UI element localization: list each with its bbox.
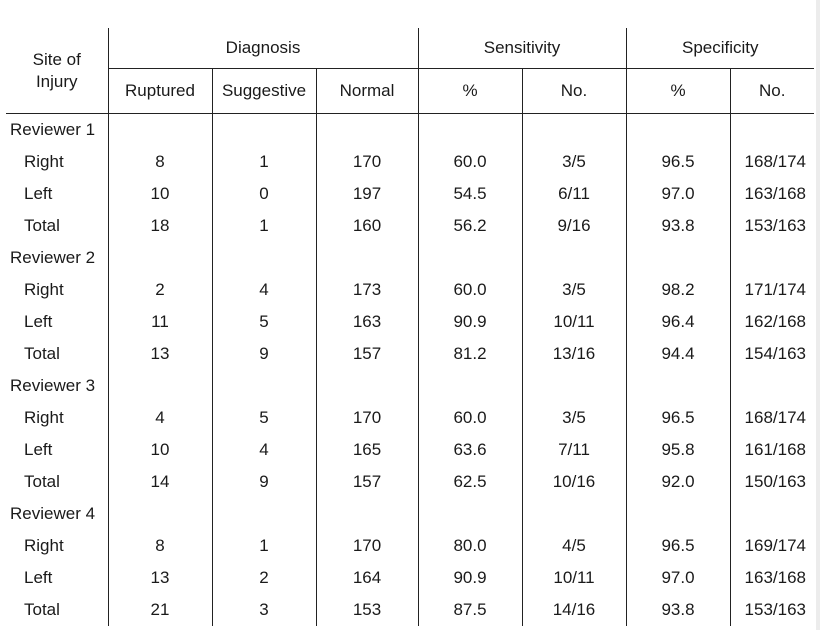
sensitivity-percent-cell: 60.0 [418, 402, 522, 434]
table-row [6, 562, 814, 594]
ruptured-cell: 8 [108, 530, 212, 562]
normal-cell: 165 [316, 434, 418, 466]
site-cell: Left [24, 312, 53, 331]
site-cell: Left [24, 184, 53, 203]
table-row [6, 146, 814, 178]
sensitivity-number-cell: 7/11 [522, 434, 626, 466]
sensitivity-number-cell: 3/5 [522, 274, 626, 306]
sensitivity-percent-cell: 87.5 [418, 594, 522, 626]
ruptured-cell: 10 [108, 434, 212, 466]
empty-cell [108, 370, 212, 402]
site-cell: Left [24, 440, 53, 459]
sensitivity-percent-cell: 60.0 [418, 274, 522, 306]
empty-cell [522, 114, 626, 147]
sensitivity-number-cell: 4/5 [522, 530, 626, 562]
table-row [6, 338, 814, 370]
empty-cell [626, 114, 730, 147]
normal-header: Normal [316, 69, 418, 114]
ruptured-cell: 21 [108, 594, 212, 626]
ruptured-cell: 8 [108, 146, 212, 178]
normal-cell: 170 [316, 530, 418, 562]
normal-cell: 153 [316, 594, 418, 626]
empty-cell [730, 114, 814, 147]
specificity-number-cell: 163/168 [730, 562, 814, 594]
table-row [6, 274, 814, 306]
site-cell: Right [24, 152, 64, 171]
sensitivity-percent-cell: 81.2 [418, 338, 522, 370]
reviewer-group-row [6, 114, 814, 147]
empty-cell [212, 242, 316, 274]
ruptured-cell: 11 [108, 306, 212, 338]
suggestive-cell: 9 [212, 466, 316, 498]
sensitivity-percent-cell: 80.0 [418, 530, 522, 562]
reviewer-label: Reviewer 2 [10, 248, 96, 267]
specificity-number-header: No. [730, 69, 814, 114]
specificity-percent-cell: 96.5 [626, 402, 730, 434]
sensitivity-percent-cell: 90.9 [418, 306, 522, 338]
specificity-number-cell: 150/163 [730, 466, 814, 498]
site-cell: Total [24, 344, 60, 363]
empty-cell [522, 370, 626, 402]
specificity-percent-cell: 96.5 [626, 530, 730, 562]
empty-cell [730, 242, 814, 274]
ruptured-cell: 10 [108, 178, 212, 210]
normal-cell: 157 [316, 338, 418, 370]
sensitivity-percent-header: % [418, 69, 522, 114]
sensitivity-number-cell: 10/16 [522, 466, 626, 498]
normal-cell: 173 [316, 274, 418, 306]
suggestive-cell: 1 [212, 146, 316, 178]
empty-cell [316, 498, 418, 530]
sensitivity-number-cell: 3/5 [522, 402, 626, 434]
specificity-number-cell: 168/174 [730, 146, 814, 178]
sensitivity-number-cell: 9/16 [522, 210, 626, 242]
ruptured-cell: 13 [108, 562, 212, 594]
table-header [6, 28, 814, 114]
empty-cell [418, 498, 522, 530]
results-table [6, 28, 814, 626]
reviewer-group-row [6, 498, 814, 530]
specificity-percent-cell: 93.8 [626, 594, 730, 626]
empty-cell [730, 370, 814, 402]
site-header-line-2: Injury [35, 71, 78, 91]
sensitivity-percent-cell: 63.6 [418, 434, 522, 466]
specificity-number-cell: 163/168 [730, 178, 814, 210]
normal-cell: 197 [316, 178, 418, 210]
site-cell: Right [24, 536, 64, 555]
specificity-number-cell: 161/168 [730, 434, 814, 466]
site-cell: Total [24, 216, 60, 235]
sensitivity-number-cell: 3/5 [522, 146, 626, 178]
site-cell: Right [24, 280, 64, 299]
suggestive-cell: 9 [212, 338, 316, 370]
specificity-number-cell: 169/174 [730, 530, 814, 562]
specificity-percent-cell: 92.0 [626, 466, 730, 498]
table-row [6, 530, 814, 562]
sensitivity-number-cell: 6/11 [522, 178, 626, 210]
specificity-percent-cell: 97.0 [626, 178, 730, 210]
suggestive-cell: 4 [212, 434, 316, 466]
specificity-number-cell: 168/174 [730, 402, 814, 434]
reviewer-group-row [6, 370, 814, 402]
table-row [6, 434, 814, 466]
suggestive-cell: 1 [212, 210, 316, 242]
site-cell: Total [24, 472, 60, 491]
suggestive-cell: 5 [212, 306, 316, 338]
empty-cell [522, 242, 626, 274]
suggestive-cell: 1 [212, 530, 316, 562]
empty-cell [108, 114, 212, 147]
empty-cell [418, 370, 522, 402]
ruptured-cell: 13 [108, 338, 212, 370]
sensitivity-number-cell: 14/16 [522, 594, 626, 626]
normal-cell: 157 [316, 466, 418, 498]
empty-cell [626, 370, 730, 402]
ruptured-cell: 18 [108, 210, 212, 242]
empty-cell [626, 498, 730, 530]
empty-cell [316, 242, 418, 274]
specificity-number-cell: 162/168 [730, 306, 814, 338]
table-row [6, 594, 814, 626]
ruptured-cell: 14 [108, 466, 212, 498]
sensitivity-percent-cell: 56.2 [418, 210, 522, 242]
specificity-percent-header: % [626, 69, 730, 114]
normal-cell: 160 [316, 210, 418, 242]
table-row [6, 466, 814, 498]
suggestive-cell: 5 [212, 402, 316, 434]
specificity-percent-cell: 97.0 [626, 562, 730, 594]
specificity-percent-cell: 98.2 [626, 274, 730, 306]
table-row [6, 306, 814, 338]
sensitivity-number-cell: 10/11 [522, 562, 626, 594]
site-cell: Right [24, 408, 64, 427]
normal-cell: 170 [316, 402, 418, 434]
sensitivity-number-cell: 10/11 [522, 306, 626, 338]
reviewer-label: Reviewer 4 [10, 504, 96, 523]
page-edge [816, 0, 820, 630]
empty-cell [626, 242, 730, 274]
empty-cell [212, 498, 316, 530]
diagnosis-header: Diagnosis [108, 28, 418, 69]
specificity-percent-cell: 96.4 [626, 306, 730, 338]
empty-cell [418, 114, 522, 147]
empty-cell [522, 498, 626, 530]
empty-cell [212, 114, 316, 147]
empty-cell [418, 242, 522, 274]
suggestive-header: Suggestive [212, 69, 316, 114]
table-row [6, 210, 814, 242]
sensitivity-percent-cell: 90.9 [418, 562, 522, 594]
ruptured-cell: 2 [108, 274, 212, 306]
reviewer-label: Reviewer 3 [10, 376, 96, 395]
sensitivity-percent-cell: 60.0 [418, 146, 522, 178]
table-row [6, 178, 814, 210]
table-row [6, 402, 814, 434]
empty-cell [316, 370, 418, 402]
normal-cell: 164 [316, 562, 418, 594]
site-cell: Total [24, 600, 60, 619]
ruptured-header: Ruptured [108, 69, 212, 114]
specificity-percent-cell: 94.4 [626, 338, 730, 370]
specificity-number-cell: 153/163 [730, 594, 814, 626]
sensitivity-number-header: No. [522, 69, 626, 114]
table-body [6, 114, 814, 627]
suggestive-cell: 4 [212, 274, 316, 306]
specificity-percent-cell: 95.8 [626, 434, 730, 466]
specificity-percent-cell: 96.5 [626, 146, 730, 178]
reviewer-label: Reviewer 1 [6, 114, 108, 147]
sensitivity-header: Sensitivity [418, 28, 626, 69]
suggestive-cell: 3 [212, 594, 316, 626]
specificity-number-cell: 171/174 [730, 274, 814, 306]
empty-cell [212, 370, 316, 402]
suggestive-cell: 2 [212, 562, 316, 594]
ruptured-cell: 4 [108, 402, 212, 434]
reviewer-group-row [6, 242, 814, 274]
normal-cell: 163 [316, 306, 418, 338]
specificity-header: Specificity [626, 28, 814, 69]
site-cell: Left [24, 568, 53, 587]
sensitivity-percent-cell: 62.5 [418, 466, 522, 498]
specificity-percent-cell: 93.8 [626, 210, 730, 242]
empty-cell [730, 498, 814, 530]
site-header-line-1: Site of [32, 49, 81, 69]
suggestive-cell: 0 [212, 178, 316, 210]
sensitivity-number-cell: 13/16 [522, 338, 626, 370]
specificity-number-cell: 153/163 [730, 210, 814, 242]
sensitivity-percent-cell: 54.5 [418, 178, 522, 210]
site-of-injury-header [6, 28, 108, 114]
specificity-number-cell: 154/163 [730, 338, 814, 370]
normal-cell: 170 [316, 146, 418, 178]
empty-cell [108, 498, 212, 530]
empty-cell [108, 242, 212, 274]
empty-cell [316, 114, 418, 147]
